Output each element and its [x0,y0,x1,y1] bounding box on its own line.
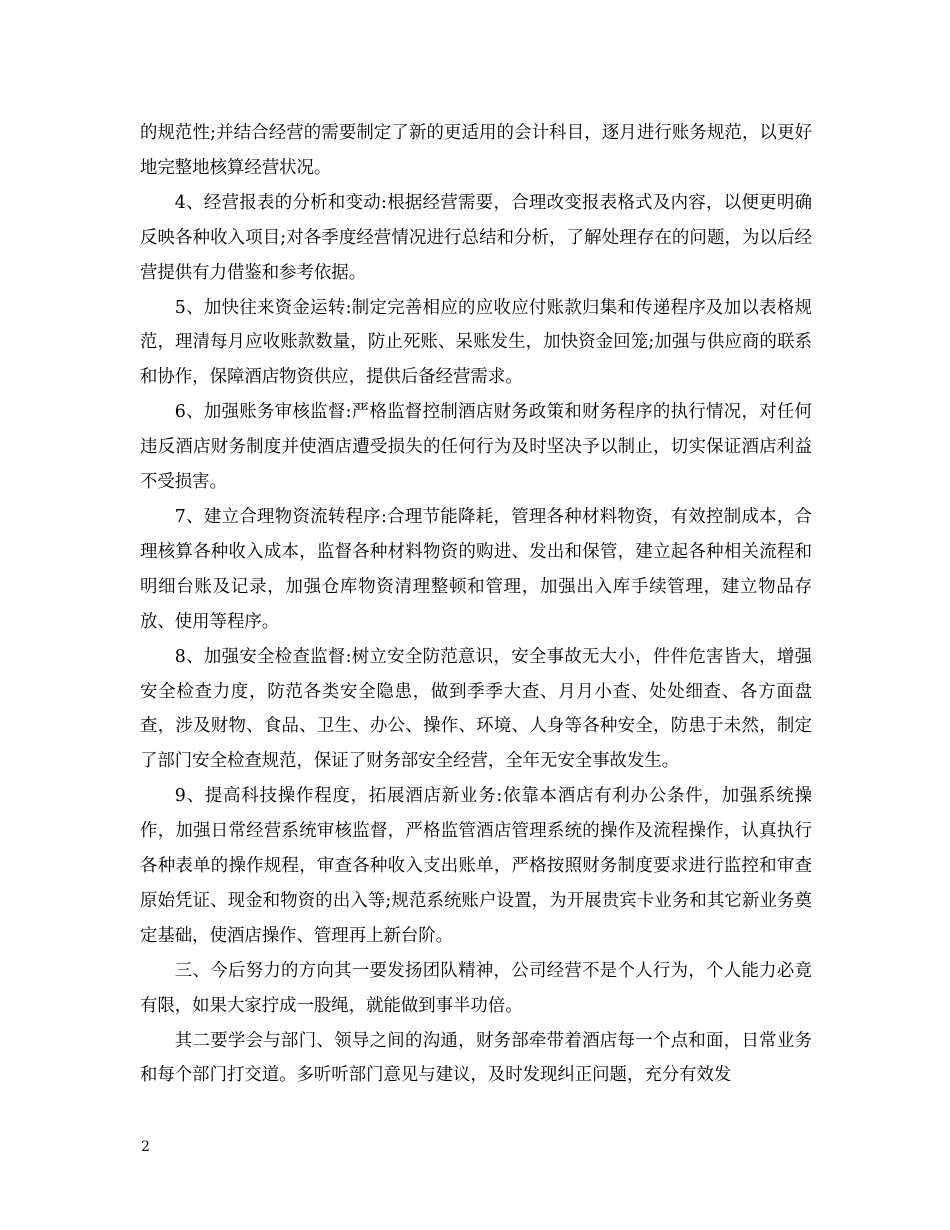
paragraph-item-7: 7、建立合理物资流转程序:合理节能降耗，管理各种材料物资，有效控制成本，合理核算各种收入成本，监督各种材料物资的购进、发出和保管，建立起各种相关流程和明细台账及记录，加强仓库物资清理整顿和管理，加强出入库手续管理，建立物品存放、使用等程序。 [140,506,812,632]
paragraph-item-9: 9、提高科技操作程度，拓展酒店新业务:依靠本酒店有利办公条件，加强系统操作，加强日常经营系统审核监督，严格监管酒店管理系统的操作及流程操作，认真执行各种表单的操作规程，审查各种收入支出账单，严格按照财务制度要求进行监控和审查原始凭证、现金和物资的出入等;规范系统账户设置，为开展贵宾卡业务和其它新业务奠定基础，使酒店操作、管理再上新台阶。 [140,786,812,946]
paragraph-item-8: 8、加强安全检查监督:树立安全防范意识，安全事故无大小，件件危害皆大，增强安全检查力度，防范各类安全隐患，做到季季大查、月月小查、处处细查、各方面盘查，涉及财物、食品、卫生、办公、操作、环境、人身等各种安全，防患于未然，制定了部门安全检查规范，保证了财务部安全经营，全年无安全事故发生。 [140,646,812,772]
page-number: 2 [141,1139,150,1155]
paragraph-item-6: 6、加强账务审核监督:严格监督控制酒店财务政策和财务程序的执行情况，对任何违反酒店财务制度并使酒店遭受损失的任何行为及时坚决予以制止，切实保证酒店利益不受损害。 [140,402,812,493]
paragraph-section-3: 三、今后努力的方向其一要发扬团队精神，公司经营不是个人行为，个人能力必竟有限，如果大家拧成一股绳，就能做到事半功倍。 [140,960,812,1016]
paragraph-item-4: 4、经营报表的分析和变动:根据经营需要，合理改变报表格式及内容，以便更明确反映各种收入项目;对各季度经营情况进行总结和分析，了解处理存在的问题，为以后经营提供有力借鉴和参考依据。 [140,192,812,283]
paragraph-point-2: 其二要学会与部门、领导之间的沟通，财务部牵带着酒店每一个点和面，日常业务和每个部门打交道。多听听部门意见与建议，及时发现纠正问题，充分有效发 [140,1030,812,1086]
paragraph-item-5: 5、加快往来资金运转:制定完善相应的应收应付账款归集和传递程序及加以表格规范，理清每月应收账款数量，防止死账、呆账发生，加快资金回笼;加强与供应商的联系和协作，保障酒店物资供应，提供后备经营需求。 [140,297,812,388]
paragraph-continuation: 的规范性;并结合经营的需要制定了新的更适用的会计科目，逐月进行账务规范，以更好地完整地核算经营状况。 [140,123,812,178]
body-text [140,116,812,1093]
